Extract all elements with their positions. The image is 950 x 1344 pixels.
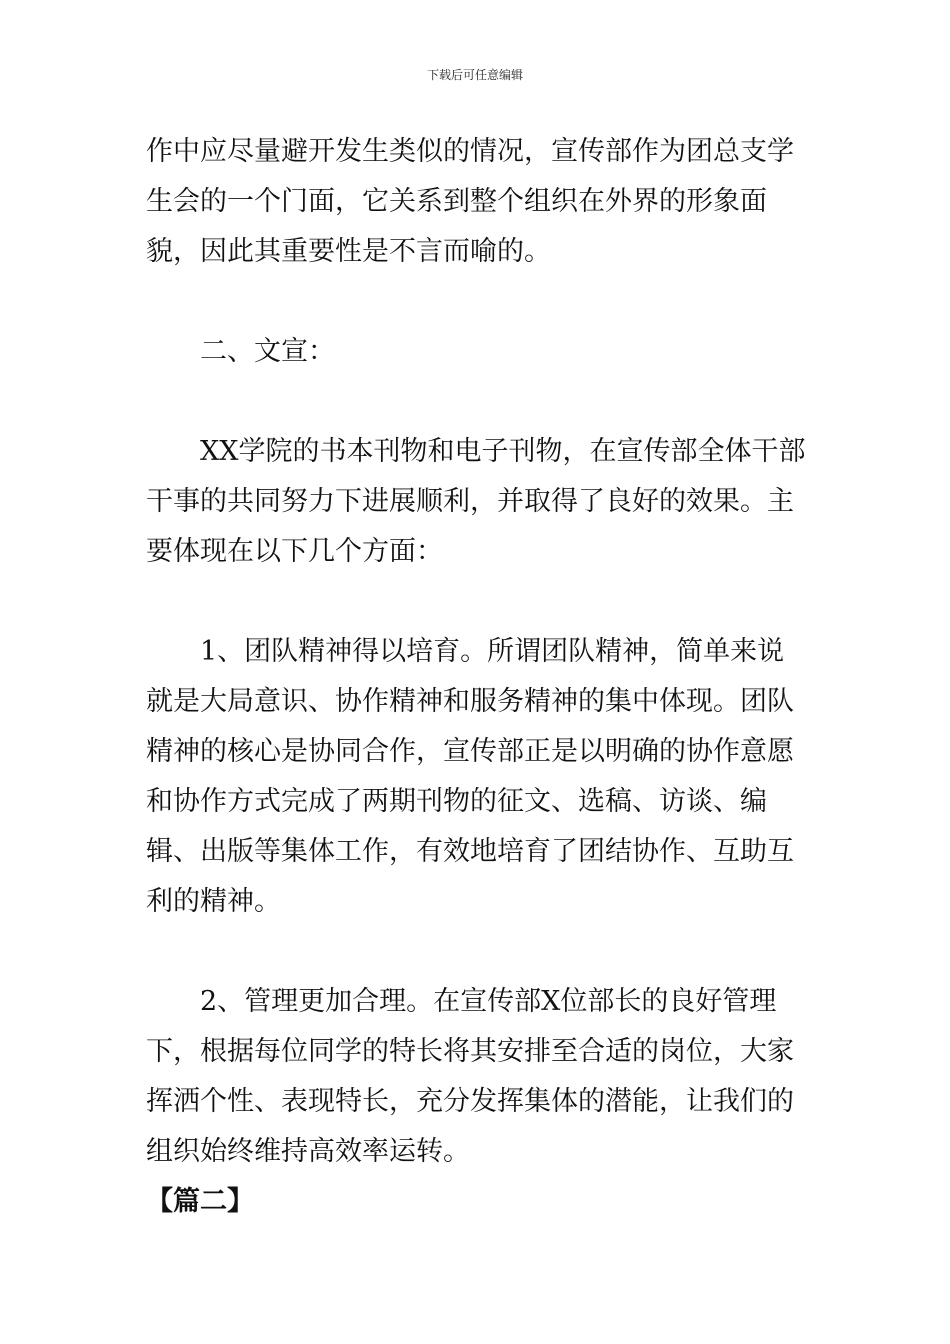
- paragraph-gap: [146, 577, 806, 627]
- paragraph-gap: [146, 377, 806, 427]
- paragraph-continued: 作中应尽量避开发生类似的情况，宣传部作为团总支学生会的一个门面，它关系到整个组织在外界的形象面貌，因此其重要性是不言而喻的。: [146, 136, 794, 267]
- document-body: [146, 127, 806, 1227]
- paragraph-gap: [146, 927, 806, 977]
- paragraph-intro: XX学院的书本刊物和电子刊物，在宣传部全体干部干事的共同努力下进展顺利，并取得了良好的效果。主要体现在以下几个方面：: [146, 436, 806, 567]
- point-one: 1、团队精神得以培育。所谓团队精神，简单来说就是大局意识、协作精神和服务精神的集中体现。团队精神的核心是协同合作，宣传部正是以明确的协作意愿和协作方式完成了两期刊物的征文、选稿、访谈、编辑、出版等集体工作，有效地培育了团结协作、互助互利的精神。: [146, 636, 794, 917]
- paragraph-gap: [146, 277, 806, 327]
- point-two: 2、管理更加合理。在宣传部X位部长的良好管理下，根据每位同学的特长将其安排至合适的岗位，大家挥洒个性、表现特长，充分发挥集体的潜能，让我们的组织始终维持高效率运转。: [146, 986, 794, 1167]
- section-marker: 【篇二】: [146, 1186, 254, 1217]
- header-note: 下载后可任意编辑: [426, 68, 523, 82]
- heading-two: 二、文宣：: [200, 336, 335, 367]
